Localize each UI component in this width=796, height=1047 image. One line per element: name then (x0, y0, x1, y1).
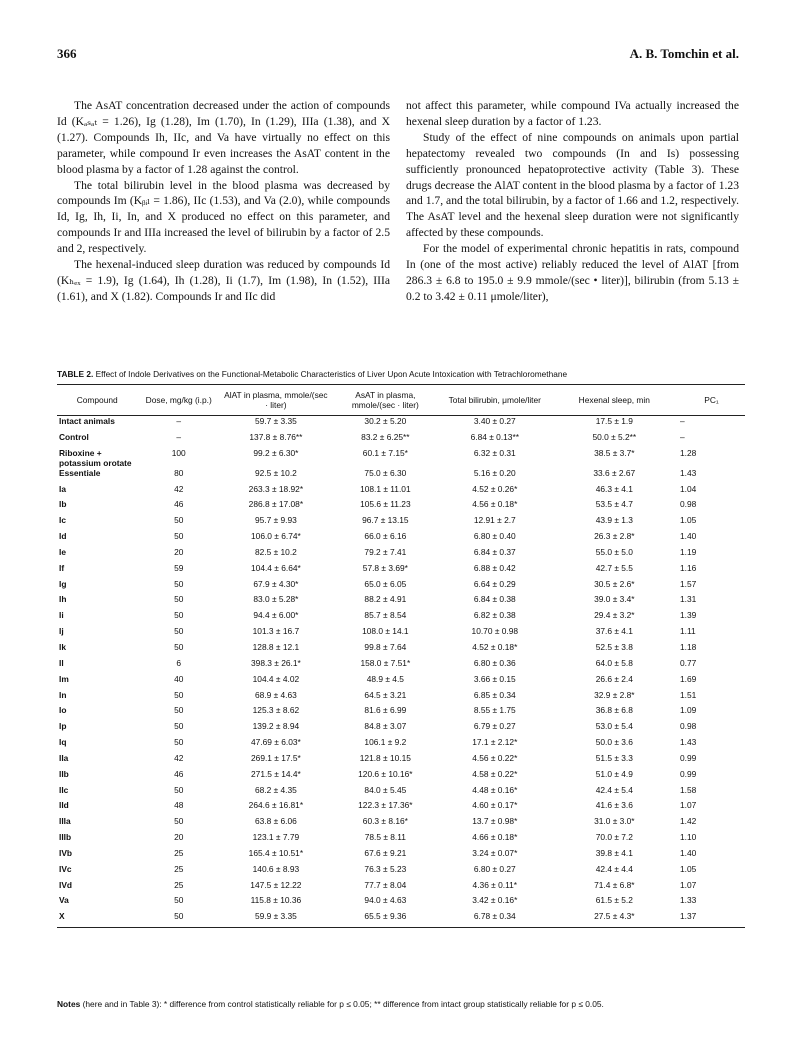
table-row (57, 416, 745, 432)
table-cell: 96.7 ± 13.15 (362, 515, 409, 526)
notes-label: Notes (57, 999, 81, 1009)
table-cell: 1.19 (679, 546, 697, 557)
table-cell: 104.4 ± 6.64* (251, 562, 301, 573)
table-cell: 39.8 ± 4.1 (595, 847, 633, 858)
table-cell: 66.0 ± 6.16 (364, 531, 407, 542)
table-cell: IVd (59, 879, 73, 890)
table-cell: 115.8 ± 10.36 (250, 895, 302, 906)
table-cell: – (679, 431, 685, 442)
table-row (57, 816, 745, 832)
table-cell: Ig (59, 578, 67, 589)
table-cell: 1.42 (679, 816, 697, 827)
table-row (57, 769, 745, 785)
table-cell: 128.8 ± 12.1 (252, 641, 300, 652)
table-cell: 1.11 (679, 626, 696, 637)
table-cell: 67.6 ± 9.21 (364, 847, 407, 858)
page-header (57, 46, 739, 66)
table-row (57, 674, 745, 690)
table-cell: 1.40 (679, 847, 697, 858)
table-cell: 3.24 ± 0.07* (472, 847, 518, 858)
table-cell: IIb (59, 768, 69, 779)
table-cell: 1.33 (679, 895, 697, 906)
table-cell: 1.09 (679, 705, 697, 716)
table-cell: 42.7 ± 5.5 (595, 562, 633, 573)
table-cell: 99.8 ± 7.64 (364, 641, 407, 652)
table-cell: 10.70 ± 0.98 (471, 626, 519, 637)
table-cell: 6.85 ± 0.34 (473, 689, 516, 700)
left-text-column (57, 98, 390, 305)
table-cell: 1.28 (679, 447, 697, 458)
table-cell: In (59, 689, 67, 700)
table-cell: 3.40 ± 0.27 (473, 416, 516, 426)
table-cell: 38.5 ± 3.7* (594, 447, 635, 458)
table-cell: 82.5 ± 10.2 (254, 546, 297, 557)
table-cell: 50 (174, 721, 184, 732)
table-cell: 81.6 ± 6.99 (364, 705, 407, 716)
table-cell: 6.32 ± 0.31 (473, 447, 516, 458)
table-cell: 99.2 ± 6.30* (253, 447, 299, 458)
table-cell: 42.4 ± 5.4 (595, 784, 633, 795)
table-cell: 94.0 ± 4.63 (364, 895, 407, 906)
table-cell: 6.64 ± 0.29 (473, 578, 516, 589)
table-cell: 269.1 ± 17.5* (251, 752, 301, 763)
table-cell: 42 (174, 483, 184, 494)
table-cell: 50 (174, 594, 184, 605)
table-cell: 92.5 ± 10.2 (254, 467, 297, 478)
table-cell: 4.56 ± 0.22* (472, 752, 518, 763)
table-cell: 125.3 ± 8.62 (252, 705, 300, 716)
table-cell: 0.98 (679, 499, 697, 510)
table-cell: 48 (174, 800, 184, 811)
table-cell: 120.6 ± 10.16* (358, 768, 413, 779)
table-cell: 4.60 ± 0.17* (472, 800, 518, 811)
table-cell: 1.07 (679, 800, 697, 811)
table-cell: IIc (59, 784, 69, 795)
table-cell: 6.78 ± 0.34 (439, 911, 551, 927)
table-cell: 6.80 ± 0.27 (473, 863, 516, 874)
table-cell: 94.4 ± 6.00* (253, 610, 299, 621)
table-cell: 137.8 ± 8.76** (249, 431, 303, 442)
table-row (57, 880, 745, 896)
table-cell: IIIb (59, 832, 72, 843)
table-cell: Intact animals (59, 416, 115, 426)
paragraph: For the model of experimental chronic hepatitis in rats, compound In (one of the most active) reliably reduced the level of AlAT [from 286.3 ± 6.8 to 195.0 ± 9.9 mmole/(sec • liter)], bilirubin (from 5.13 ± 0.2 to 3.42 ± 0.11 μmole/liter), (406, 242, 739, 303)
table-row (57, 832, 745, 848)
table-caption (57, 369, 747, 379)
table-cell: 84.0 ± 5.45 (364, 784, 407, 795)
table-row (57, 737, 745, 753)
table-cell: 1.31 (679, 594, 697, 605)
table-body (57, 416, 745, 928)
table-cell: 30.2 ± 5.20 (364, 416, 407, 426)
table-cell: 59 (174, 562, 184, 573)
table-cell: 3.42 ± 0.16* (472, 895, 518, 906)
table-cell: – (679, 416, 685, 426)
table-cell: 30.5 ± 2.6* (594, 578, 635, 589)
column-header: PC₁ (678, 385, 745, 416)
table-cell: 50 (174, 515, 184, 526)
table-cell: 33.6 ± 2.67 (593, 467, 636, 478)
table-cell: 76.3 ± 5.23 (364, 863, 407, 874)
table-cell: Id (59, 531, 67, 542)
table-cell: 263.3 ± 18.92* (248, 483, 304, 494)
table-cell: 1.43 (679, 467, 697, 478)
table-cell: 47.69 ± 6.03* (251, 737, 301, 748)
table-cell: 53.5 ± 4.7 (595, 499, 633, 510)
table-row (57, 531, 745, 547)
table-cell: 50 (174, 737, 184, 748)
table-cell: 4.56 ± 0.18* (472, 499, 518, 510)
table-cell: 36.8 ± 6.8 (595, 705, 633, 716)
table-cell: 50.0 ± 3.6 (595, 737, 633, 748)
table-cell: – (176, 416, 182, 426)
table-row (57, 610, 745, 626)
table-cell: Ij (59, 626, 64, 637)
table-cell: Ic (59, 515, 66, 526)
table-row (57, 705, 745, 721)
table-cell: 79.2 ± 7.41 (364, 546, 407, 557)
results-table (57, 384, 745, 928)
table-cell: 77.7 ± 8.04 (364, 879, 407, 890)
table-cell: 43.9 ± 1.3 (595, 515, 633, 526)
table-cell: 1.58 (679, 784, 697, 795)
table-cell: 85.7 ± 8.54 (364, 610, 407, 621)
table-cell: 4.58 ± 0.22* (472, 768, 518, 779)
table-cell: 0.99 (679, 768, 697, 779)
table-cell: 50.0 ± 5.2** (592, 431, 637, 442)
table-cell: IId (59, 800, 69, 811)
table-cell: Iq (59, 737, 67, 748)
table-cell: 1.18 (679, 641, 697, 652)
table-cell: 50 (174, 784, 184, 795)
table-cell: 25 (174, 879, 184, 890)
table-cell: 1.51 (679, 689, 697, 700)
table-row (57, 579, 745, 595)
table-header-row (57, 385, 745, 416)
table-cell: Ia (59, 483, 66, 494)
table-cell: If (59, 562, 65, 573)
table-cell: 4.52 ± 0.26* (472, 483, 518, 494)
table-cell: Ih (59, 594, 67, 605)
page-number: 366 (57, 46, 77, 61)
table-cell: 51.0 ± 4.9 (595, 768, 633, 779)
table-row (57, 848, 745, 864)
column-header: Compound (57, 385, 137, 416)
table-cell: 6.79 ± 0.27 (473, 721, 516, 732)
table-cell: 60.3 ± 8.16* (362, 816, 408, 827)
table-row (57, 864, 745, 880)
table-cell: 0.77 (679, 657, 697, 668)
table-cell: 48.9 ± 4.5 (366, 673, 404, 684)
table-cell: 65.0 ± 6.05 (364, 578, 407, 589)
table-cell: 50 (174, 895, 184, 906)
table-cell: 50 (137, 911, 220, 927)
table-cell: 1.40 (679, 531, 697, 542)
table-cell: 139.2 ± 8.94 (252, 721, 300, 732)
table-cell: 42 (174, 752, 184, 763)
table-cell: 20 (174, 546, 184, 557)
table-cell: 140.6 ± 8.93 (252, 863, 300, 874)
table-cell: 1.05 (679, 515, 697, 526)
table-cell: 8.55 ± 1.75 (473, 705, 516, 716)
table-cell: 59.9 ± 3.35 (220, 911, 332, 927)
table-cell: 12.91 ± 2.7 (473, 515, 516, 526)
table-cell: 6.88 ± 0.42 (473, 562, 516, 573)
table-cell: 1.04 (679, 483, 697, 494)
table-cell: 20 (174, 832, 184, 843)
table-row (57, 515, 745, 531)
table-cell: 50 (174, 626, 184, 637)
table-row (57, 785, 745, 801)
table-cell: 83.2 ± 6.25** (361, 431, 410, 442)
table-cell: Ip (59, 721, 67, 732)
table-cell: 6.84 ± 0.38 (473, 594, 516, 605)
table-cell: 51.5 ± 3.3 (595, 752, 633, 763)
table-cell: IVb (59, 847, 73, 858)
table-cell: 123.1 ± 7.79 (252, 832, 300, 843)
table-cell: 398.3 ± 26.1* (251, 657, 301, 668)
table-cell: 105.6 ± 11.23 (360, 499, 411, 510)
table-cell: 29.4 ± 3.2* (594, 610, 635, 621)
table-cell: 3.66 ± 0.15 (473, 673, 516, 684)
table-cell: 4.52 ± 0.18* (472, 641, 518, 652)
table-cell: 106.1 ± 9.2 (364, 737, 407, 748)
table-cell: 1.39 (679, 610, 697, 621)
table-cell: 53.0 ± 5.4 (595, 721, 633, 732)
table-cell: 13.7 ± 0.98* (472, 816, 518, 827)
table-row (57, 468, 745, 484)
table-cell: 6.80 ± 0.40 (473, 531, 516, 542)
table-cell: 39.0 ± 3.4* (594, 594, 635, 605)
table-cell: 1.57 (679, 578, 697, 589)
running-head: A. B. Tomchin et al. (629, 46, 739, 61)
table-cell: 70.0 ± 7.2 (595, 832, 633, 843)
table-cell: 78.5 ± 8.11 (364, 832, 406, 843)
table-row (57, 753, 745, 769)
table-cell: 52.5 ± 3.8 (595, 641, 633, 652)
table-cell: 106.0 ± 6.74* (251, 531, 301, 542)
table-cell: Io (59, 705, 67, 716)
table-row (57, 690, 745, 706)
table-cell: 4.36 ± 0.11* (472, 879, 518, 890)
table-cell: 64.0 ± 5.8 (595, 657, 633, 668)
table-notes (57, 999, 747, 1009)
table-cell: 65.5 ± 9.36 (332, 911, 439, 927)
table-cell: 25 (174, 863, 184, 874)
table-cell: 59.7 ± 3.35 (254, 416, 297, 426)
table-cell: 55.0 ± 5.0 (595, 546, 633, 557)
table-row (57, 895, 745, 911)
table-cell: 27.5 ± 4.3* (551, 911, 678, 927)
table-cell: 57.8 ± 3.69* (362, 562, 408, 573)
table-cell: 64.5 ± 3.21 (364, 689, 407, 700)
table-cell: 101.3 ± 16.7 (252, 626, 300, 637)
table-row (57, 658, 745, 674)
paragraph: not affect this parameter, while compound IVa actually increased the hexenal sleep duration by a factor of 1.23. (406, 99, 739, 128)
table-row (57, 800, 745, 816)
table-cell: 40 (174, 673, 184, 684)
table-row (57, 432, 745, 448)
table-cell: 147.5 ± 12.22 (250, 879, 302, 890)
table-cell: – (176, 431, 182, 442)
table-cell: 84.8 ± 3.07 (364, 721, 407, 732)
table-cell: 6.84 ± 0.13** (470, 431, 519, 442)
table-cell: 50 (174, 578, 184, 589)
table-cell: 63.8 ± 6.06 (254, 816, 297, 827)
table-cell: 17.5 ± 1.9 (595, 416, 633, 426)
table-cell: 26.3 ± 2.8* (594, 531, 635, 542)
table-cell: 6.80 ± 0.36 (473, 657, 516, 668)
table-cell: 6 (176, 657, 182, 668)
table-cell: 5.16 ± 0.20 (473, 467, 516, 478)
table-cell: 0.99 (679, 752, 697, 763)
paragraph: The AsAT concentration decreased under the action of compounds Id (Kₐₛₐₜ = 1.26), Ig (1.28), Im (1.70), In (1.29), IIIa (1.38), and X (1.27). Compounds Ih, IIc, and Va have virtually no effect on this parameter, while compound Ir even increases the AsAT content in the blood plasma by a factor of 1.28 against the control. (57, 99, 390, 176)
table-cell: 41.6 ± 3.6 (595, 800, 633, 811)
table-row (57, 448, 745, 468)
table-cell: 286.8 ± 17.08* (248, 499, 304, 510)
table-cell: Ii (59, 610, 64, 621)
table-row (57, 594, 745, 610)
table-cell: IIa (59, 752, 69, 763)
table-cell: Ie (59, 546, 66, 557)
table-cell: IVc (59, 863, 72, 874)
column-header: AsAT in plasma, mmole/(sec · liter) (332, 385, 439, 416)
table-cell: 25 (174, 847, 184, 858)
column-header: Dose, mg/kg (i.p.) (137, 385, 220, 416)
table-row (57, 626, 745, 642)
table-cell: 1.10 (679, 832, 697, 843)
table-cell: Il (59, 657, 64, 668)
table-row (57, 499, 745, 515)
table-cell: 4.66 ± 0.18* (472, 832, 518, 843)
table-row (57, 642, 745, 658)
paragraph: The total bilirubin level in the blood plasma was decreased by compounds Im (Kᵦᵢₗ = 1.86), IIc (1.53), and Va (2.0), while compounds Id, Ig, Ih, Ii, In, and X produced no effect on this parameter, and compounds Ir and IIIa increased the level of bilirubin by a factor of 2.5 and 2, respectively. (57, 178, 390, 256)
table-row (57, 563, 745, 579)
table-cell: 75.0 ± 6.30 (364, 467, 407, 478)
table-cell: 121.8 ± 10.15 (359, 752, 411, 763)
table-cell: X (57, 911, 137, 927)
table-cell: Control (59, 431, 89, 442)
table-cell: 0.98 (679, 721, 697, 732)
table-cell: 17.1 ± 2.12* (472, 737, 518, 748)
table-cell: 50 (174, 641, 184, 652)
table-cell: IIIa (59, 816, 71, 827)
table-cell: 1.43 (679, 737, 697, 748)
table-cell: 264.6 ± 16.81* (248, 800, 304, 811)
table-cell: 46.3 ± 4.1 (595, 483, 633, 494)
table-cell: 88.2 ± 4.91 (364, 594, 407, 605)
table-cell: Riboxine + potassium orotate (59, 447, 132, 468)
table-cell: 1.37 (678, 911, 745, 927)
table-cell: 42.4 ± 4.4 (595, 863, 633, 874)
column-header: Total bilirubin, μmole/liter (439, 385, 551, 416)
table-cell: 50 (174, 610, 184, 621)
table-row (57, 547, 745, 563)
table-cell: 50 (174, 689, 184, 700)
table-cell: 108.0 ± 14.1 (362, 626, 409, 637)
table-cell: 108.1 ± 11.01 (360, 483, 411, 494)
column-header: Hexenal sleep, min (551, 385, 678, 416)
table-cell: 50 (174, 531, 184, 542)
table-cell: 26.6 ± 2.4 (595, 673, 633, 684)
table-cell: 104.4 ± 4.02 (252, 673, 300, 684)
paragraph: The hexenal-induced sleep duration was reduced by compounds Id (Kₕₑₓ = 1.9), Ig (1.64), Ih (1.28), Ii (1.7), Im (1.98), In (1.52), IIIa (1.61), and X (1.82). Compounds Ir and IIc did (57, 258, 390, 303)
table-cell: 60.1 ± 7.15* (362, 447, 408, 458)
table-row (57, 484, 745, 500)
table-cell: 32.9 ± 2.8* (594, 689, 635, 700)
paragraph: Study of the effect of nine compounds on animals upon partial hepatectomy revealed two compounds (In and Is) possessing sufficiently pronounced hepatoprotective activity (Table 3). These drugs decrease the AlAT content in the blood plasma by a factor of 1.23 and 1.7, and the total bilirubin, by a factor of 1.66 and 1.2, respectively. The AsAT level and the hexenal sleep duration were not significantly affected by these compounds. (406, 130, 739, 240)
table-cell: 71.4 ± 6.8* (594, 879, 635, 890)
table-cell: 67.9 ± 4.30* (253, 578, 299, 589)
table-cell: 1.16 (679, 562, 697, 573)
table-cell: 95.7 ± 9.93 (254, 515, 297, 526)
table-cell: 31.0 ± 3.0* (594, 816, 635, 827)
table-cell: 100 (171, 447, 186, 458)
table-cell: Im (59, 673, 69, 684)
table-cell: Ik (59, 641, 66, 652)
table-cell: 1.69 (679, 673, 697, 684)
table-cell: 271.5 ± 14.4* (251, 768, 301, 779)
table-cell: 6.82 ± 0.38 (473, 610, 516, 621)
table-cell: 46 (174, 768, 184, 779)
table-cell: Ib (59, 499, 67, 510)
table-cell: 1.07 (679, 879, 697, 890)
notes-text: (here and in Table 3): * difference from control statistically reliable for p ≤ 0.05; ** difference from intact group statistically reliable for p ≤ 0.05. (82, 999, 604, 1009)
table-cell: 122.3 ± 17.36* (358, 800, 413, 811)
table-row (57, 721, 745, 737)
table-row (57, 911, 745, 927)
table-cell: 80 (174, 467, 184, 478)
table-cell: 165.4 ± 10.51* (248, 847, 304, 858)
table-cell: 61.5 ± 5.2 (595, 895, 633, 906)
table-label: TABLE 2. (57, 369, 94, 379)
table-title: Effect of Indole Derivatives on the Functional-Metabolic Characteristics of Liver Upon Acute Intoxication with Tetrachloromethane (95, 369, 568, 379)
table-cell: Essentiale (59, 467, 101, 478)
table-cell: 83.0 ± 5.28* (253, 594, 299, 605)
table-cell: 46 (174, 499, 184, 510)
table-cell: 6.84 ± 0.37 (473, 546, 516, 557)
column-header: AlAT in plasma, mmole/(sec · liter) (220, 385, 332, 416)
table-cell: 4.48 ± 0.16* (472, 784, 518, 795)
table-cell: 68.2 ± 4.35 (254, 784, 297, 795)
table-cell: 50 (174, 705, 184, 716)
table-cell: Va (59, 895, 69, 906)
table-cell: 50 (174, 816, 184, 827)
table-cell: 158.0 ± 7.51* (360, 657, 411, 668)
table-cell: 1.05 (679, 863, 697, 874)
table-cell: 68.9 ± 4.63 (254, 689, 297, 700)
right-text-column (406, 98, 739, 305)
table-cell: 37.6 ± 4.1 (595, 626, 633, 637)
